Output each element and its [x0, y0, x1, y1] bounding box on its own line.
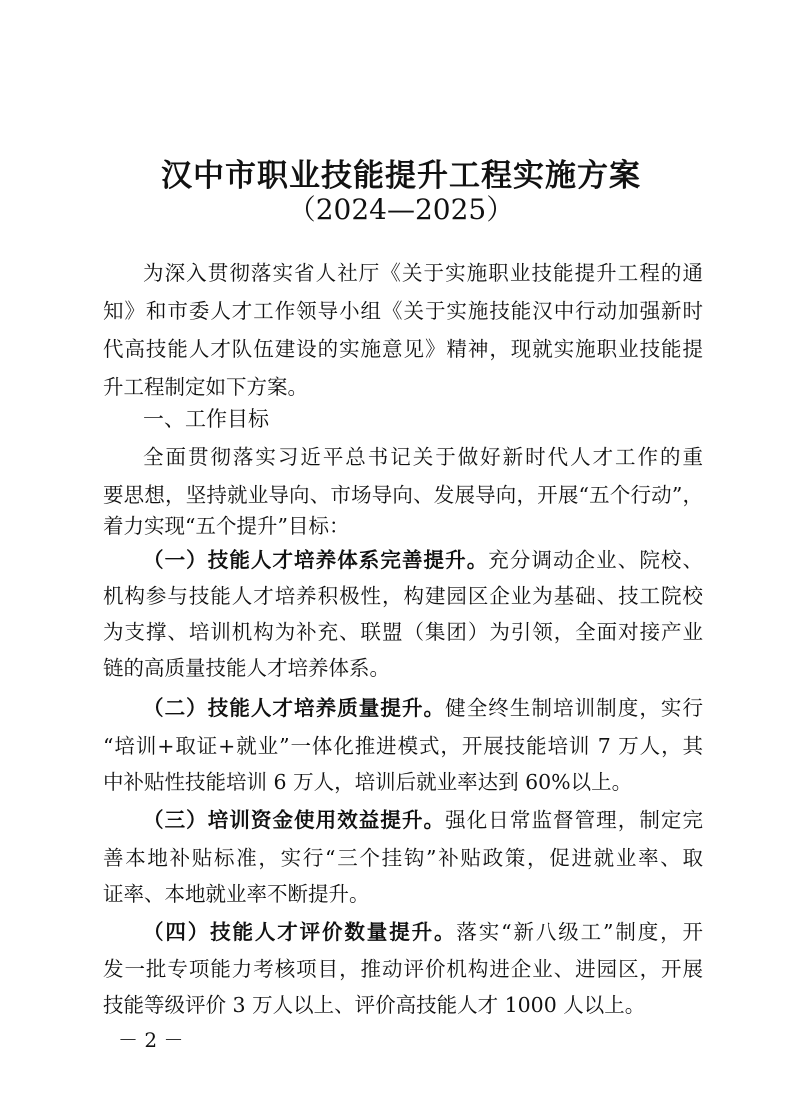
item-1-line-2: 机构参与技能人才培养积极性，构建园区企业为基础、技工院校 — [103, 584, 703, 608]
item-3-text: 强化日常监督管理，制定完 — [445, 808, 704, 832]
section-body-line-3: 着力实现“五个提升”目标： — [103, 514, 350, 538]
item-4-first-line — [143, 917, 703, 947]
section-body-line-1: 全面贯彻落实习近平总书记关于做好新时代人才工作的重 — [143, 445, 703, 469]
item-1-heading: （一）技能人才培养体系完善提升。 — [143, 548, 489, 572]
item-2-text: 健全终生制培训制度，实行 — [445, 696, 704, 720]
item-1-first-line — [143, 545, 703, 575]
section-body-line-2: 要思想，坚持就业导向、市场导向、发展导向，开展“五个行动”， — [103, 483, 703, 507]
item-2-heading: （二）技能人才培养质量提升。 — [143, 696, 446, 720]
item-2-line-2: “培训+取证+就业”一体化推进模式，开展技能培训 7 万人，其 — [103, 734, 703, 758]
item-4-heading: （四）技能人才评价数量提升。 — [143, 920, 457, 944]
section-heading: 一、工作目标 — [143, 407, 269, 431]
item-1-line-3: 为支撑、培训机构为补充、联盟（集团）为引领，全面对接产业 — [103, 620, 703, 644]
page-number: － 2 － — [118, 1028, 184, 1052]
intro-line-2: 知》和市委人才工作领导小组《关于实施技能汉中行动加强新时 — [103, 299, 703, 323]
item-2-line-3: 中补贴性技能培训 6 万人，培训后就业率达到 60%以上。 — [103, 770, 633, 794]
item-4-text: 落实“新八级工”制度，开 — [456, 920, 703, 944]
item-4-line-2: 发一批专项能力考核项目，推动评价机构进企业、进园区，开展 — [103, 957, 703, 981]
item-3-heading: （三）培训资金使用效益提升。 — [143, 808, 446, 832]
intro-line-3: 代高技能人才队伍建设的实施意见》精神，现就实施职业技能提 — [103, 337, 703, 361]
document-title: 汉中市职业技能提升工程实施方案 — [161, 158, 641, 194]
intro-line-1: 为深入贯彻落实省人社厅《关于实施职业技能提升工程的通 — [143, 261, 703, 285]
item-2-first-line — [143, 693, 703, 723]
intro-line-4: 升工程制定如下方案。 — [103, 375, 308, 399]
item-1-line-4: 链的高质量技能人才培养体系。 — [103, 656, 390, 680]
item-3-line-2: 善本地补贴标准，实行“三个挂钩”补贴政策，促进就业率、取 — [103, 846, 703, 870]
item-3-line-3: 证率、本地就业率不断提升。 — [103, 882, 370, 906]
item-1-text: 充分调动企业、院校、 — [488, 548, 704, 572]
document-subtitle: （2024—2025） — [287, 193, 515, 226]
item-4-line-3: 技能等级评价 3 万人以上、评价高技能人才 1000 人以上。 — [103, 993, 646, 1017]
item-3-first-line — [143, 805, 703, 835]
